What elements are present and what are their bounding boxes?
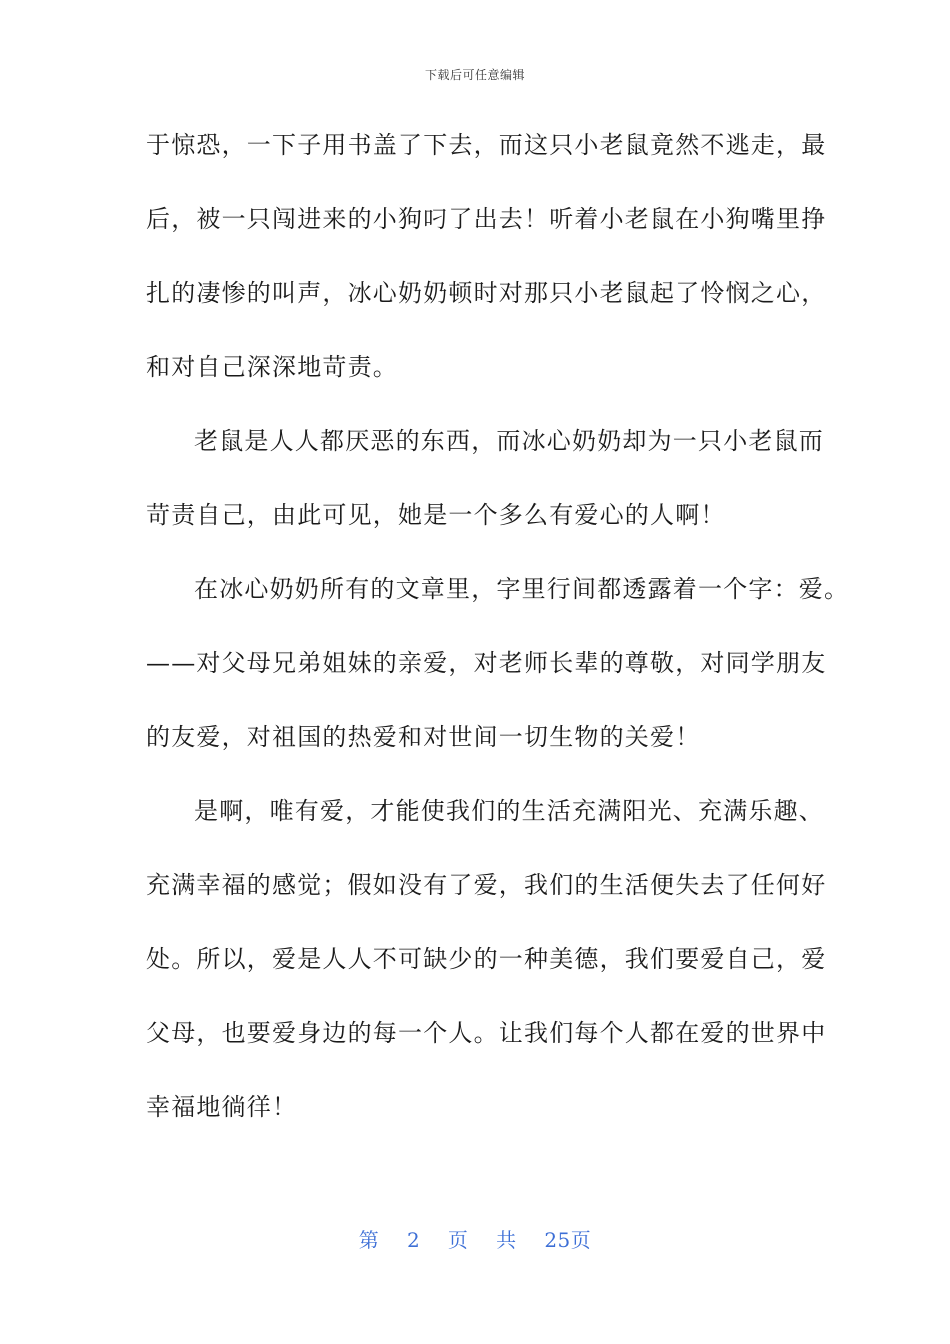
paragraph-line: 扎的凄惨的叫声，冰心奶奶顿时对那只小老鼠起了怜悯之心，	[146, 279, 827, 307]
total-pages: 25页	[544, 1228, 592, 1252]
paragraph-line: 后，被一只闯进来的小狗叼了出去！听着小老鼠在小狗嘴里挣	[146, 205, 827, 233]
current-page-number: 2	[406, 1228, 421, 1252]
paragraph-line: 苛责自己，由此可见，她是一个多么有爱心的人啊！	[146, 501, 726, 529]
paragraph-line: 父母，也要爱身边的每一个人。让我们每个人都在爱的世界中	[146, 1019, 827, 1047]
paragraph-line: 于惊恐，一下子用书盖了下去，而这只小老鼠竟然不逃走，最	[146, 131, 827, 159]
page-suffix: 页	[447, 1228, 469, 1252]
page-prefix: 第	[358, 1228, 380, 1252]
header-note: 下载后可任意编辑	[424, 68, 525, 82]
paragraph-line: 处。所以，爱是人人不可缺少的一种美德，我们要爱自己，爱	[146, 945, 827, 973]
total-prefix: 共	[496, 1228, 517, 1252]
document-body	[146, 108, 850, 1144]
paragraph-line: 和对自己深深地苛责。	[146, 353, 398, 381]
paragraph-line: 是啊，唯有爱，才能使我们的生活充满阳光、充满乐趣、	[194, 797, 824, 825]
page-number-footer	[0, 1224, 950, 1253]
paragraph-line: 充满幸福的感觉；假如没有了爱，我们的生活便失去了任何好	[146, 871, 827, 899]
paragraph-line: 幸福地徜徉！	[146, 1093, 298, 1121]
paragraph-line: 老鼠是人人都厌恶的东西，而冰心奶奶却为一只小老鼠而	[194, 427, 824, 455]
paragraph-line: 在冰心奶奶所有的文章里，字里行间都透露着一个字：爱。	[194, 575, 850, 603]
paragraph-line: ——对父母兄弟姐妹的亲爱，对老师长辈的尊敬，对同学朋友	[146, 649, 827, 677]
paragraph-line: 的友爱，对祖国的热爱和对世间一切生物的关爱！	[146, 723, 701, 751]
